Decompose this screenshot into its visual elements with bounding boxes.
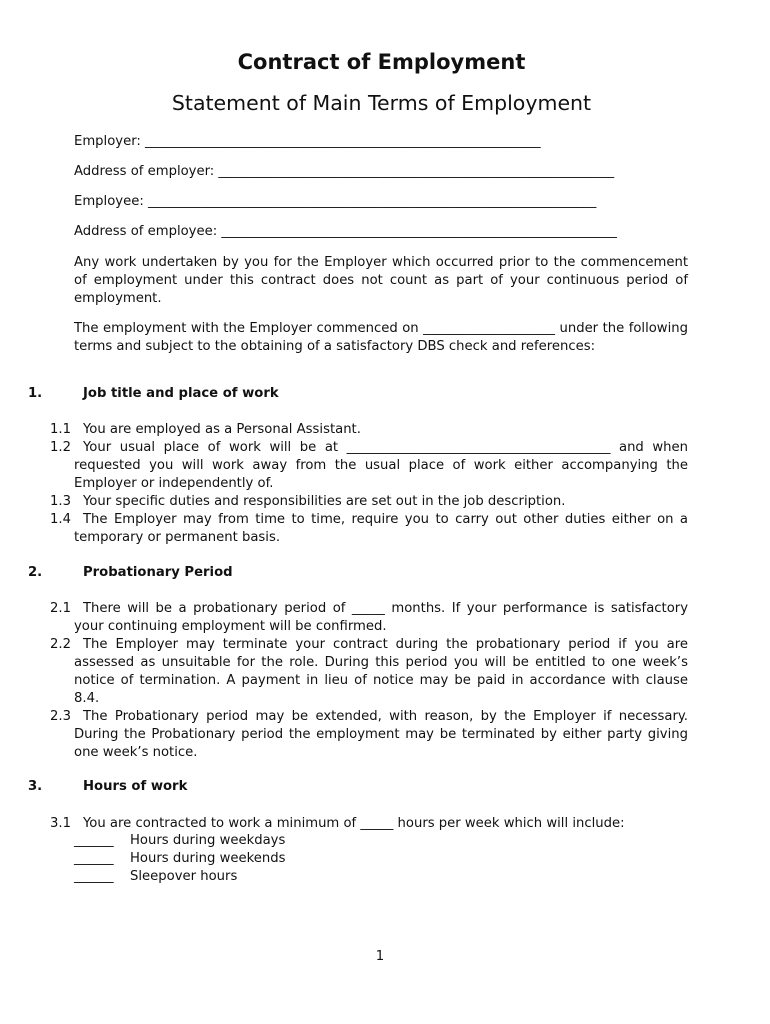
hours-label: Sleepover hours (130, 869, 238, 884)
employee-field: Employee: ____________________________________________________________________ (74, 194, 597, 209)
hours-blank: ______ (74, 869, 114, 884)
clause-number: 1.3 (50, 494, 71, 509)
clause (50, 511, 688, 547)
clause-number: 2.2 (50, 637, 71, 652)
clause (50, 493, 688, 511)
section-number: 1. (28, 386, 43, 401)
document-subtitle: Statement of Main Terms of Employment (171, 91, 592, 115)
clause (50, 708, 688, 762)
clause (50, 421, 688, 439)
section-number: 2. (28, 565, 43, 580)
hours-item (74, 869, 237, 884)
employer-field: Employer: ____________________________________________________________ (74, 134, 541, 149)
clause-text: You are contracted to work a minimum of _____ hours per week which will include: (83, 816, 625, 831)
clause-text: You are employed as a Personal Assistant. (83, 422, 361, 437)
clause-number: 1.2 (50, 440, 71, 455)
section-title: Probationary Period (83, 565, 233, 580)
clause-text: The Employer may from time to time, require you to carry out other duties either on a temporary or permanent basis. (74, 512, 688, 545)
clause-text: The Probationary period may be extended, with reason, by the Employer if necessary. During the Probationary period the employment may be terminated by either party giving one week’s notice. (74, 709, 688, 760)
employer-address-field: Address of employer: ____________________________________________________________ (74, 164, 615, 179)
page-number: 1 (375, 949, 385, 964)
clause-text: The Employer may terminate your contract during the probationary period if you are assessed as unsuitable for the role. During this period you will be entitled to one week’s notice of termination. A payment in lieu of notice may be paid in accordance with clause 8.4. (74, 637, 688, 706)
section-number: 3. (28, 779, 43, 794)
hours-blank: ______ (74, 833, 114, 848)
clause (50, 636, 688, 708)
clause-number: 2.1 (50, 601, 71, 616)
intro-paragraph-prior-work: Any work undertaken by you for the Employer which occurred prior to the commencement of employment under this contract does not count as part of your continuous period of employment. (74, 255, 688, 306)
clause-number: 1.4 (50, 512, 71, 527)
hours-label: Hours during weekends (130, 851, 286, 866)
intro-paragraph-commencement: The employment with the Employer commenced on ____________________ under the following terms and subject to the obtaining of a satisfactory DBS check and references: (74, 321, 688, 354)
clause (50, 815, 688, 833)
hours-item (74, 851, 285, 866)
clause-text: Your usual place of work will be at ________________________________________ and when requested you will work away from the usual place of work either accompanying the Employer or independently of. (74, 440, 688, 491)
employee-address-field: Address of employee: ____________________________________________________________ (74, 224, 617, 239)
hours-label: Hours during weekdays (130, 833, 286, 848)
clause (50, 600, 688, 636)
document-title: Contract of Employment (237, 50, 526, 74)
clause-number: 1.1 (50, 422, 71, 437)
section-title: Job title and place of work (83, 386, 279, 401)
clause-number: 2.3 (50, 709, 71, 724)
hours-blank: ______ (74, 851, 114, 866)
section-title: Hours of work (83, 779, 188, 794)
clause-number: 3.1 (50, 816, 71, 831)
clause (50, 439, 688, 493)
hours-item (74, 833, 285, 848)
clause-text: Your specific duties and responsibilities are set out in the job description. (83, 494, 566, 509)
clause-text: There will be a probationary period of _____ months. If your performance is satisfactory your continuing employment will be confirmed. (74, 601, 688, 634)
